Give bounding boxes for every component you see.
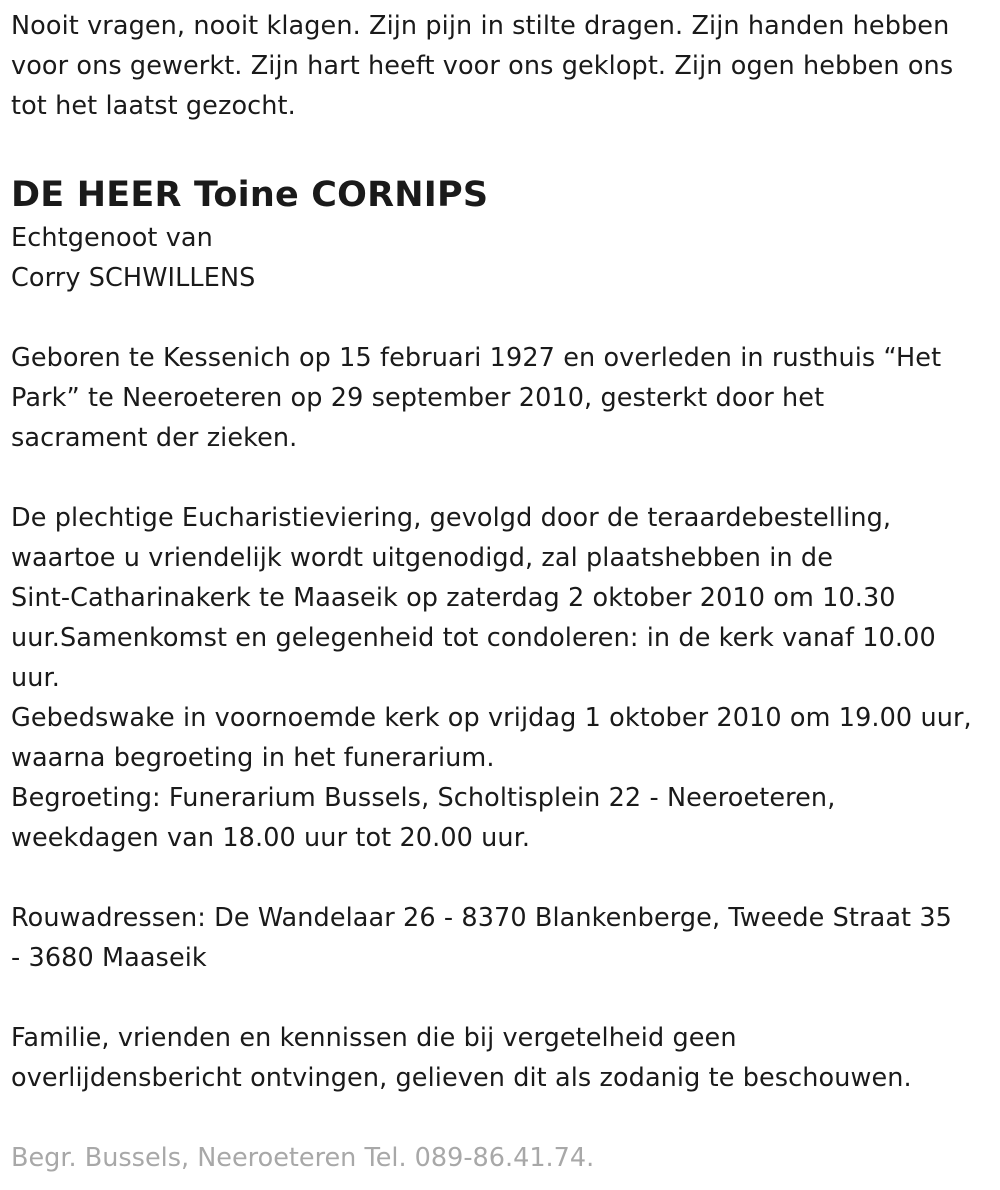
ceremony-line: uur.: [11, 663, 60, 693]
ceremony-line: Begroeting: Funerarium Bussels, Scholtisplein 22 - Neeroeteren,: [11, 783, 836, 813]
ceremony-line: waartoe u vriendelijk wordt uitgenodigd, zal plaatshebben in de: [11, 543, 834, 573]
birth-death-line: Geboren te Kessenich op 15 februari 1927 en overleden in rusthuis “Het: [11, 343, 942, 373]
spouse-block: [11, 218, 990, 298]
addresses-paragraph: [11, 898, 990, 978]
intro-line: tot het laatst gezocht.: [11, 91, 296, 121]
address-line: - 3680 Maaseik: [11, 943, 207, 973]
birth-death-line: sacrament der zieken.: [11, 423, 298, 453]
ceremony-paragraph: [11, 498, 990, 858]
ceremony-line: Sint-Catharinakerk te Maaseik op zaterdag 2 oktober 2010 om 10.30: [11, 583, 896, 613]
notice-line: Familie, vrienden en kennissen die bij vergetelheid geen: [11, 1023, 737, 1053]
ceremony-line: uur.Samenkomst en gelegenheid tot condoleren: in de kerk vanaf 10.00: [11, 623, 936, 653]
intro-line: voor ons gewerkt. Zijn hart heeft voor ons geklopt. Zijn ogen hebben ons: [11, 51, 954, 81]
deceased-name: DE HEER Toine CORNIPS: [11, 175, 489, 215]
ceremony-line: waarna begroeting in het funerarium.: [11, 743, 495, 773]
relation-label: Echtgenoot van: [11, 223, 213, 253]
address-line: Rouwadressen: De Wandelaar 26 - 8370 Blankenberge, Tweede Straat 35: [11, 903, 953, 933]
spouse-name: Corry SCHWILLENS: [11, 263, 256, 293]
notice-line: overlijdensbericht ontvingen, gelieven dit als zodanig te beschouwen.: [11, 1063, 912, 1093]
ceremony-line: weekdagen van 18.00 uur tot 20.00 uur.: [11, 823, 531, 853]
birth-death-line: Park” te Neeroeteren op 29 september 2010, gesterkt door het: [11, 383, 825, 413]
birth-death-paragraph: [11, 338, 990, 458]
intro-quote: [11, 6, 990, 126]
intro-line: Nooit vragen, nooit klagen. Zijn pijn in stilte dragen. Zijn handen hebben: [11, 11, 950, 41]
ceremony-line: Gebedswake in voornoemde kerk op vrijdag 1 oktober 2010 om 19.00 uur,: [11, 703, 972, 733]
ceremony-line: De plechtige Eucharistieviering, gevolgd door de teraardebestelling,: [11, 503, 892, 533]
funeral-home-footer: Begr. Bussels, Neeroeteren Tel. 089-86.41.74.: [11, 1143, 595, 1173]
notice-paragraph: [11, 1018, 990, 1098]
